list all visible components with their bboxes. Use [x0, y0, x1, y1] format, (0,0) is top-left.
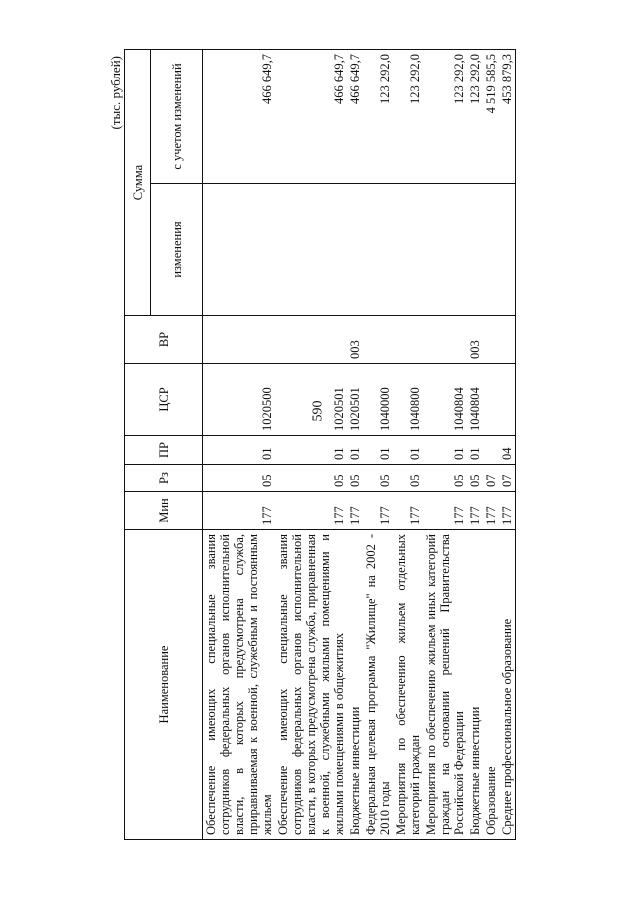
- row-vr: [423, 316, 467, 364]
- row-change: [483, 184, 499, 316]
- row-total: 4 519 585,5: [483, 50, 499, 184]
- row-csr: [499, 364, 516, 436]
- table-row: [275, 50, 347, 840]
- row-pr: 01: [423, 436, 467, 465]
- row-min: 177: [483, 492, 499, 530]
- row-min: 177: [467, 492, 483, 530]
- row-change: [393, 184, 423, 316]
- row-total: 453 879,3: [499, 50, 516, 184]
- row-change: [467, 184, 483, 316]
- row-csr: 1040000: [363, 364, 393, 436]
- row-pr: 01: [467, 436, 483, 465]
- row-csr: 1020501: [347, 364, 363, 436]
- row-csr: 1040800: [393, 364, 423, 436]
- row-name: Бюджетные инвестиции: [467, 530, 483, 840]
- header-name: Наименование: [125, 530, 203, 840]
- row-total: 466 649,7: [275, 50, 347, 184]
- header-rz: Рз: [125, 465, 203, 492]
- row-rz: 05: [423, 465, 467, 492]
- row-name: Мероприятия по обеспечению жильем иных категорий граждан на основании решений Правительства Российской Федерации: [423, 530, 467, 840]
- row-min: 177: [363, 492, 393, 530]
- row-name: Образование: [483, 530, 499, 840]
- row-pr: 01: [275, 436, 347, 465]
- row-change: [423, 184, 467, 316]
- row-vr: [203, 316, 276, 364]
- row-min: 177: [393, 492, 423, 530]
- row-csr: 1020500: [203, 364, 276, 436]
- row-rz: 05: [363, 465, 393, 492]
- row-min: 177: [499, 492, 516, 530]
- row-change: [363, 184, 393, 316]
- row-change: [499, 184, 516, 316]
- row-min: 177: [203, 492, 276, 530]
- row-rz: 07: [483, 465, 499, 492]
- table-row: [347, 50, 363, 840]
- row-rz: 05: [467, 465, 483, 492]
- row-rz: 05: [203, 465, 276, 492]
- row-change: [347, 184, 363, 316]
- row-name: Федеральная целевая программа "Жилище" на 2002 - 2010 годы: [363, 530, 393, 840]
- table-row: [423, 50, 467, 840]
- row-rz: 05: [347, 465, 363, 492]
- row-min: 177: [423, 492, 467, 530]
- row-csr: 1020501: [275, 364, 347, 436]
- row-pr: [483, 436, 499, 465]
- row-csr: [483, 364, 499, 436]
- row-total: 466 649,7: [203, 50, 276, 184]
- table-row: [363, 50, 393, 840]
- row-csr: 1040804: [423, 364, 467, 436]
- row-vr: 003: [347, 316, 363, 364]
- row-pr: 01: [203, 436, 276, 465]
- row-name: Обеспечение имеющих специальные звания сотрудников федеральных органов исполнительной власти, в которых предусмотрена служба, приравниваемая к военной, служебным и постоянным жильем: [203, 530, 276, 840]
- row-change: [275, 184, 347, 316]
- row-rz: 07: [499, 465, 516, 492]
- table-row: [467, 50, 483, 840]
- row-name: Мероприятия по обеспечению жильем отдельных категорий граждан: [393, 530, 423, 840]
- units-label: (тыс. рублей): [108, 56, 123, 130]
- row-total: 466 649,7: [347, 50, 363, 184]
- header-sum: Сумма: [125, 50, 151, 316]
- row-name: Обеспечение имеющих специальные звания сотрудников федеральных органов исполнительной власти, в которых предусмотрена служба, приравненная к военной, служебными жилыми помещениями и жилыми помещениями в общежитиях: [275, 530, 347, 840]
- row-min: 177: [275, 492, 347, 530]
- row-total: 123 292,0: [393, 50, 423, 184]
- row-rz: 05: [393, 465, 423, 492]
- row-vr: [393, 316, 423, 364]
- header-pr: ПР: [125, 436, 203, 465]
- table-row: [483, 50, 499, 840]
- header-changes: изменения: [151, 184, 203, 316]
- row-vr: 003: [467, 316, 483, 364]
- row-pr: 01: [347, 436, 363, 465]
- row-total: 123 292,0: [467, 50, 483, 184]
- row-name: Бюджетные инвестиции: [347, 530, 363, 840]
- row-min: 177: [347, 492, 363, 530]
- row-change: [203, 184, 276, 316]
- header-with-changes: с учетом изменений: [151, 50, 203, 184]
- table-row: [499, 50, 516, 840]
- row-pr: 01: [363, 436, 393, 465]
- table-row: [203, 50, 276, 840]
- table-header: [125, 50, 203, 840]
- header-csr: ЦСР: [125, 364, 203, 436]
- table-body: [203, 50, 516, 840]
- row-name: Среднее профессиональное образование: [499, 530, 516, 840]
- rotated-table-area: [108, 50, 588, 840]
- budget-table: [124, 49, 516, 840]
- row-pr: 04: [499, 436, 516, 465]
- row-csr: 1040804: [467, 364, 483, 436]
- table-row: [393, 50, 423, 840]
- row-total: 123 292,0: [363, 50, 393, 184]
- row-pr: 01: [393, 436, 423, 465]
- page-number: 590: [310, 400, 326, 422]
- row-vr: [499, 316, 516, 364]
- row-total: 123 292,0: [423, 50, 467, 184]
- header-min: Мин: [125, 492, 203, 530]
- header-vr: ВР: [125, 316, 203, 364]
- row-vr: [363, 316, 393, 364]
- row-rz: 05: [275, 465, 347, 492]
- row-vr: [275, 316, 347, 364]
- row-vr: [483, 316, 499, 364]
